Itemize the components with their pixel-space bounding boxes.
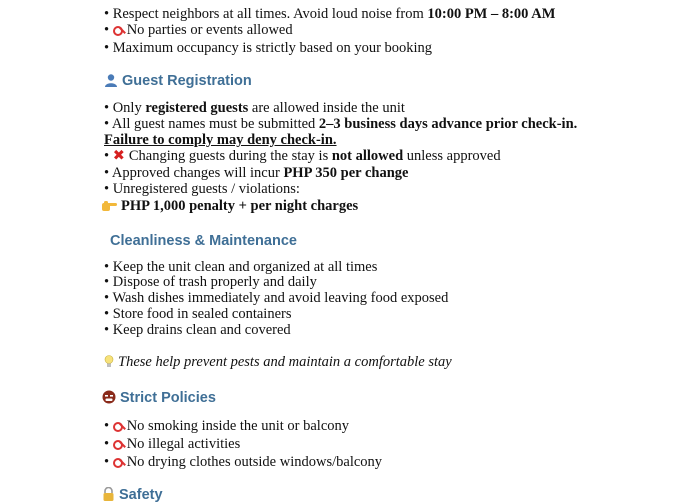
person-icon — [104, 73, 118, 87]
guest-rule-submit-names: • All guest names must be submitted 2–3 business days advance prior check-in. — [104, 116, 578, 132]
prohibited-icon — [113, 422, 123, 432]
list-item: • No smoking inside the unit or balcony — [104, 418, 350, 434]
rule-quiet-hours: • Respect neighbors at all times. Avoid loud noise from 10:00 PM – 8:00 AM — [104, 6, 556, 22]
guest-rule-failure-warning: Failure to comply may deny check-in. — [104, 132, 337, 148]
heading-cleanliness-maintenance: Cleanliness & Maintenance — [110, 233, 297, 249]
list-item: • Keep the unit clean and organized at all times — [104, 259, 378, 275]
list-item: • Store food in sealed containers — [104, 306, 292, 322]
lightbulb-icon — [104, 355, 114, 368]
guest-rule-changing-guests: • ✖ Changing guests during the stay is not allowed unless approved — [104, 148, 501, 164]
prohibited-icon — [113, 458, 123, 468]
angry-face-icon — [102, 390, 116, 404]
lock-icon — [102, 487, 115, 501]
guest-rule-violations: • Unregistered guests / violations: — [104, 181, 300, 197]
rule-max-occupancy: • Maximum occupancy is strictly based on your booking — [104, 40, 433, 56]
list-item: • No drying clothes outside windows/balcony — [104, 454, 383, 470]
list-item: • Keep drains clean and covered — [104, 322, 291, 338]
pointing-hand-icon — [102, 200, 117, 212]
cross-mark-icon: ✖ — [112, 148, 125, 164]
list-item: • No illegal activities — [104, 436, 241, 452]
cleanliness-tip: These help prevent pests and maintain a comfortable stay — [104, 354, 452, 370]
heading-strict-policies: Strict Policies — [102, 389, 216, 407]
heading-guest-registration: Guest Registration — [104, 72, 252, 90]
guest-rule-registered-only: • Only registered guests are allowed inside the unit — [104, 100, 405, 116]
heading-safety: Safety — [102, 486, 163, 504]
list-item: • Dispose of trash properly and daily — [104, 274, 317, 290]
guest-rule-penalty: PHP 1,000 penalty + per night charges — [102, 198, 358, 214]
guest-rule-change-fee: • Approved changes will incur PHP 350 per change — [104, 165, 409, 181]
list-item: • Wash dishes immediately and avoid leaving food exposed — [104, 290, 449, 306]
rule-no-parties: • No parties or events allowed — [104, 22, 293, 38]
prohibited-icon — [113, 440, 123, 450]
prohibited-icon — [113, 26, 123, 36]
